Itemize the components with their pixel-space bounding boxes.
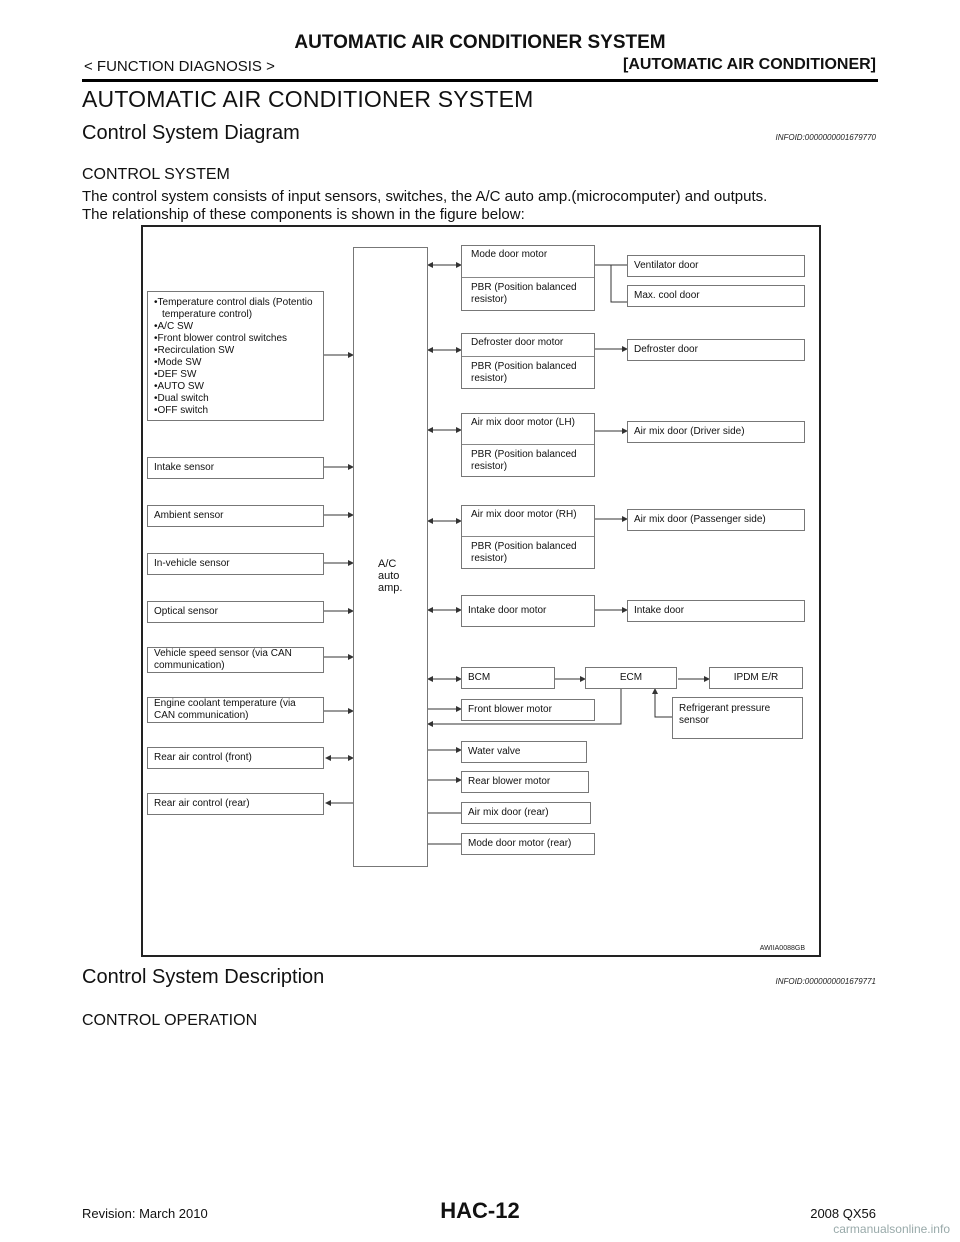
watermark: carmanualsonline.info	[833, 1222, 950, 1236]
switch-item: • DEF SW	[154, 369, 317, 381]
page-code: HAC-12	[440, 1198, 520, 1223]
switch-item: • A/C SW	[154, 321, 317, 333]
control-system-heading: CONTROL SYSTEM	[82, 166, 230, 183]
ac-auto-amp-box	[353, 247, 428, 867]
switch-item: • AUTO SW	[154, 381, 317, 393]
ecm-box: ECM	[585, 667, 677, 689]
ventilator-door-box: Ventilator door	[627, 255, 805, 277]
header-divider	[82, 79, 878, 82]
control-system-diagram	[141, 225, 821, 957]
image-code: AWIIA0088GB	[759, 945, 805, 952]
air-mix-door-motor-rh-label: Air mix door motor (RH)	[471, 509, 577, 520]
air-mix-door-passenger-box: Air mix door (Passenger side)	[627, 509, 805, 531]
description-infoid: INFOID:0000000001679771	[775, 977, 876, 986]
intake-door-box: Intake door	[627, 600, 805, 622]
intake-door-motor-box: Intake door motor	[461, 595, 595, 627]
ipdm-er-box: IPDM E/R	[709, 667, 803, 689]
mode-door-motor-box	[461, 245, 595, 311]
bcm-box: BCM	[461, 667, 555, 689]
vehicle-speed-sensor-box: Vehicle speed sensor (via CAN communication)	[147, 647, 324, 673]
box-divider	[462, 536, 594, 537]
revision-text: Revision: March 2010	[82, 1206, 208, 1221]
air-mix-door-motor-lh-label: Air mix door motor (LH)	[471, 417, 575, 428]
defroster-door-motor-box	[461, 333, 595, 389]
paragraph-2: The relationship of these components is shown in the figure below:	[82, 206, 525, 223]
air-mix-door-motor-lh-box	[461, 413, 595, 477]
page-header-title: AUTOMATIC AIR CONDITIONER SYSTEM	[294, 32, 666, 53]
rear-air-control-front-box: Rear air control (front)	[147, 747, 324, 769]
engine-coolant-temperature-box: Engine coolant temperature (via CAN communication)	[147, 697, 324, 723]
rear-air-control-rear-box: Rear air control (rear)	[147, 793, 324, 815]
switch-item: • Mode SW	[154, 357, 317, 369]
box-divider	[462, 277, 594, 278]
description-heading: Control System Description	[82, 966, 325, 988]
mode-door-motor-label: Mode door motor	[471, 249, 548, 260]
box-divider	[462, 444, 594, 445]
front-blower-motor-box: Front blower motor	[461, 699, 595, 721]
switches-box	[147, 291, 324, 421]
box-divider	[462, 356, 594, 357]
switch-item: • Recirculation SW	[154, 345, 317, 357]
optical-sensor-box: Optical sensor	[147, 601, 324, 623]
paragraph-1: The control system consists of input sensors, switches, the A/C auto amp.(microcomputer) and outputs.	[82, 188, 768, 205]
switch-item: • Temperature control dials (Potentio temperature control)	[154, 297, 317, 321]
max-cool-door-box: Max. cool door	[627, 285, 805, 307]
air-mix-door-motor-rh-box	[461, 505, 595, 569]
pbr-label: PBR (Position balanced resistor)	[471, 449, 577, 472]
defroster-door-motor-label: Defroster door motor	[471, 337, 564, 348]
ambient-sensor-box: Ambient sensor	[147, 505, 324, 527]
ac-auto-amp-label: A/C auto amp.	[378, 558, 403, 594]
breadcrumb: < FUNCTION DIAGNOSIS >	[84, 58, 275, 75]
section-label: [AUTOMATIC AIR CONDITIONER]	[622, 56, 876, 73]
pbr-label: PBR (Position balanced resistor)	[471, 361, 577, 384]
defroster-door-box: Defroster door	[627, 339, 805, 361]
section-title: AUTOMATIC AIR CONDITIONER SYSTEM	[82, 86, 534, 112]
pbr-label: PBR (Position balanced resistor)	[471, 541, 577, 564]
mode-door-motor-rear-box: Mode door motor (rear)	[461, 833, 595, 855]
diagram-heading: Control System Diagram	[82, 122, 300, 144]
rear-blower-motor-box: Rear blower motor	[461, 771, 589, 793]
air-mix-door-rear-box: Air mix door (rear)	[461, 802, 591, 824]
switch-item: • Dual switch	[154, 393, 317, 405]
model-text: 2008 QX56	[810, 1206, 876, 1221]
switch-item: • OFF switch	[154, 405, 317, 417]
air-mix-door-driver-box: Air mix door (Driver side)	[627, 421, 805, 443]
refrigerant-pressure-sensor-box: Refrigerant pressure sensor	[672, 697, 803, 739]
water-valve-box: Water valve	[461, 741, 587, 763]
pbr-label: PBR (Position balanced resistor)	[471, 282, 577, 305]
intake-sensor-box: Intake sensor	[147, 457, 324, 479]
in-vehicle-sensor-box: In-vehicle sensor	[147, 553, 324, 575]
diagram-infoid: INFOID:0000000001679770	[775, 133, 876, 142]
switch-item: • Front blower control switches	[154, 333, 317, 345]
control-operation-heading: CONTROL OPERATION	[82, 1012, 258, 1029]
